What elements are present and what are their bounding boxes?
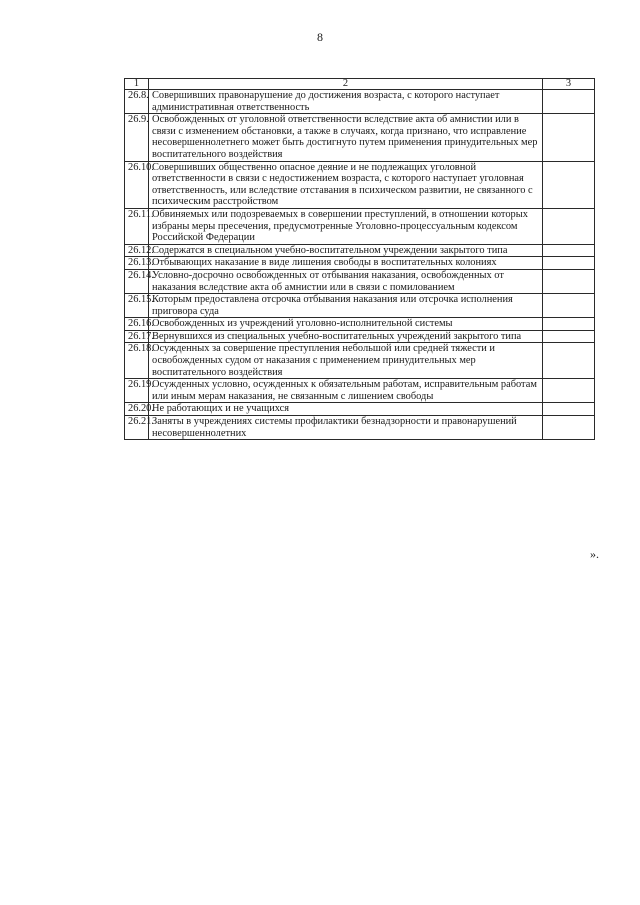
row-value — [543, 90, 595, 114]
row-value — [543, 416, 595, 440]
table-row — [125, 294, 595, 318]
row-number: 26.16. — [125, 318, 149, 331]
table-row — [125, 90, 595, 114]
row-text: Условно-досрочно освобожденных от отбывания наказания, освобожденных от наказания вследствие акта об амнистии или в связи с помилованием — [149, 269, 543, 293]
statistics-table — [124, 78, 595, 440]
row-number: 26.15. — [125, 294, 149, 318]
row-value — [543, 114, 595, 161]
row-number: 26.20. — [125, 403, 149, 416]
column-header-1: 1 — [125, 79, 149, 90]
row-text: Осужденных за совершение преступления небольшой или средней тяжести и освобожденных судом от наказания с применением принудительных мер воспитательного воздействия — [149, 343, 543, 379]
row-text: Совершивших правонарушение до достижения возраста, с которого наступает административная ответственность — [149, 90, 543, 114]
row-number: 26.10. — [125, 161, 149, 208]
row-number: 26.13. — [125, 257, 149, 270]
row-text: Не работающих и не учащихся — [149, 403, 543, 416]
row-number: 26.18. — [125, 343, 149, 379]
table-row — [125, 318, 595, 331]
table-row — [125, 269, 595, 293]
table-row — [125, 379, 595, 403]
row-value — [543, 208, 595, 244]
row-value — [543, 257, 595, 270]
column-header-3: 3 — [543, 79, 595, 90]
row-number: 26.14. — [125, 269, 149, 293]
table-row — [125, 330, 595, 343]
row-value — [543, 343, 595, 379]
row-text: Которым предоставлена отсрочка отбывания наказания или отсрочка исполнения приговора суда — [149, 294, 543, 318]
closing-quote-mark: ». — [590, 547, 599, 561]
row-value — [543, 403, 595, 416]
table-row — [125, 257, 595, 270]
table-row — [125, 208, 595, 244]
row-text: Отбывающих наказание в виде лишения свободы в воспитательных колониях — [149, 257, 543, 270]
row-number: 26.21. — [125, 416, 149, 440]
table-row — [125, 416, 595, 440]
page-number: 8 — [317, 30, 323, 44]
row-text: Вернувшихся из специальных учебно-воспитательных учреждений закрытого типа — [149, 330, 543, 343]
row-text: Содержатся в специальном учебно-воспитательном учреждении закрытого типа — [149, 244, 543, 257]
row-number: 26.19. — [125, 379, 149, 403]
row-number: 26.11. — [125, 208, 149, 244]
row-text: Осужденных условно, осужденных к обязательным работам, исправительным работам или иным мерам наказания, не связанным с лишением свободы — [149, 379, 543, 403]
row-number: 26.17. — [125, 330, 149, 343]
row-number: 26.8. — [125, 90, 149, 114]
table-row — [125, 114, 595, 161]
row-value — [543, 244, 595, 257]
row-value — [543, 318, 595, 331]
table-row — [125, 403, 595, 416]
column-header-2: 2 — [149, 79, 543, 90]
table-row — [125, 343, 595, 379]
row-value — [543, 161, 595, 208]
row-text: Обвиняемых или подозреваемых в совершении преступлений, в отношении которых избраны меры пресечения, предусмотренные Уголовно-процессуальным кодексом Российской Федерации — [149, 208, 543, 244]
row-number: 26.12. — [125, 244, 149, 257]
row-value — [543, 330, 595, 343]
row-value — [543, 379, 595, 403]
row-text: Заняты в учреждениях системы профилактики безнадзорности и правонарушений несовершеннолетних — [149, 416, 543, 440]
table-header-row — [125, 79, 595, 90]
row-text: Освобожденных от уголовной ответственности вследствие акта об амнистии или в связи с изменением обстановки, а также в случаях, когда признано, что исправление несовершеннолетнего может быть достигнуто путем применения принудительных мер воспитательного воздействия — [149, 114, 543, 161]
row-text: Совершивших общественно опасное деяние и не подлежащих уголовной ответственности в связи с недостижением возраста, с которого наступает уголовная ответственность, или вследствие отставания в психическом развитии, не связанного с психическим расстройством — [149, 161, 543, 208]
table-row — [125, 244, 595, 257]
row-value — [543, 269, 595, 293]
row-text: Освобожденных из учреждений уголовно-исполнительной системы — [149, 318, 543, 331]
row-value — [543, 294, 595, 318]
table-row — [125, 161, 595, 208]
row-number: 26.9. — [125, 114, 149, 161]
